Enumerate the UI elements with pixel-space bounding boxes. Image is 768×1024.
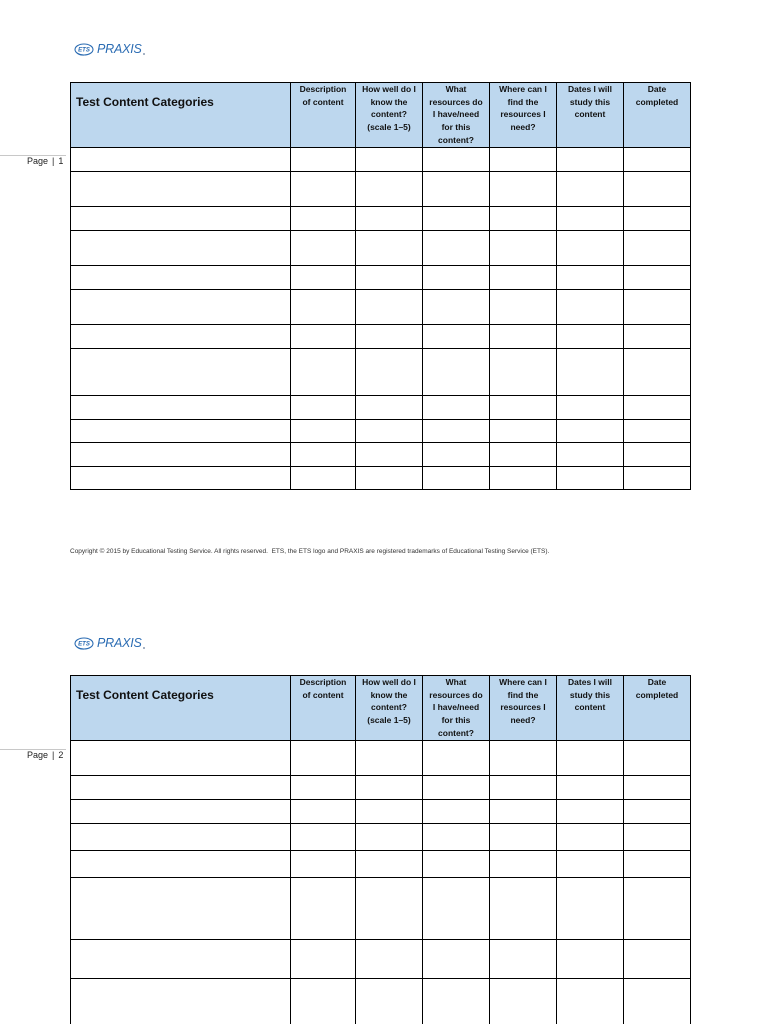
table-row: [71, 324, 691, 348]
cell-knowledge-rating: [356, 824, 423, 851]
cell-description: [291, 289, 356, 324]
cell-resource-location: [490, 324, 557, 348]
cell-category: [71, 147, 291, 171]
cell-knowledge-rating: [356, 442, 423, 466]
cell-category: [71, 824, 291, 851]
ets-logo-icon: [74, 637, 94, 650]
cell-description: [291, 147, 356, 171]
cell-description: [291, 466, 356, 489]
cell-study-dates: [557, 289, 624, 324]
table-body: [71, 147, 691, 489]
cell-date-completed: [624, 230, 691, 265]
cell-knowledge-rating: [356, 419, 423, 442]
cell-knowledge-rating: [356, 206, 423, 230]
header-resource-location: Where can I find the resources I need?: [490, 83, 557, 148]
cell-resource-location: [490, 395, 557, 419]
cell-resource-location: [490, 419, 557, 442]
cell-resources: [423, 419, 490, 442]
header-description: Description of content: [291, 83, 356, 148]
cell-date-completed: [624, 466, 691, 489]
cell-date-completed: [624, 324, 691, 348]
praxis-logo: [74, 41, 145, 57]
cell-description: [291, 940, 356, 979]
cell-knowledge-rating: [356, 289, 423, 324]
cell-category: [71, 265, 291, 289]
page-number: Page | 1: [27, 156, 64, 166]
header-knowledge-rating: How well do I know the content? (scale 1–5): [356, 83, 423, 148]
table-row: [71, 147, 691, 171]
table-row: [71, 878, 691, 940]
ets-logo-text: ETS: [78, 641, 90, 648]
header-category: Test Content Categories: [71, 83, 291, 148]
header-category: Test Content Categories: [71, 676, 291, 741]
cell-category: [71, 878, 291, 940]
cell-resource-location: [490, 442, 557, 466]
cell-date-completed: [624, 979, 691, 1024]
cell-description: [291, 851, 356, 878]
study-plan-table: [70, 675, 691, 1024]
cell-knowledge-rating: [356, 466, 423, 489]
cell-resource-location: [490, 147, 557, 171]
cell-knowledge-rating: [356, 147, 423, 171]
praxis-wordmark: PRAXIS: [97, 42, 142, 56]
cell-study-dates: [557, 940, 624, 979]
cell-description: [291, 171, 356, 206]
table-header-row: [71, 83, 691, 148]
cell-date-completed: [624, 348, 691, 395]
cell-description: [291, 348, 356, 395]
cell-category: [71, 171, 291, 206]
cell-resource-location: [490, 741, 557, 776]
cell-study-dates: [557, 265, 624, 289]
table-row: [71, 171, 691, 206]
header-study-dates: Dates I will study this content: [557, 676, 624, 741]
table-row: [71, 265, 691, 289]
cell-resource-location: [490, 851, 557, 878]
table-header: [71, 676, 691, 741]
cell-date-completed: [624, 824, 691, 851]
cell-description: [291, 878, 356, 940]
table-header-row: [71, 676, 691, 741]
cell-resources: [423, 147, 490, 171]
table-row: [71, 800, 691, 824]
cell-study-dates: [557, 324, 624, 348]
study-plan-table: [70, 82, 691, 490]
cell-study-dates: [557, 979, 624, 1024]
table-row: [71, 741, 691, 776]
cell-category: [71, 466, 291, 489]
cell-description: [291, 419, 356, 442]
cell-resource-location: [490, 824, 557, 851]
cell-description: [291, 776, 356, 800]
cell-date-completed: [624, 851, 691, 878]
header-description: Description of content: [291, 676, 356, 741]
cell-resource-location: [490, 171, 557, 206]
table-row: [71, 206, 691, 230]
cell-resources: [423, 171, 490, 206]
cell-description: [291, 979, 356, 1024]
cell-study-dates: [557, 348, 624, 395]
table-row: [71, 395, 691, 419]
cell-resource-location: [490, 348, 557, 395]
cell-knowledge-rating: [356, 265, 423, 289]
cell-study-dates: [557, 776, 624, 800]
cell-resources: [423, 824, 490, 851]
cell-study-dates: [557, 851, 624, 878]
table-row: [71, 466, 691, 489]
cell-resources: [423, 324, 490, 348]
cell-resources: [423, 979, 490, 1024]
cell-study-dates: [557, 442, 624, 466]
cell-date-completed: [624, 442, 691, 466]
cell-date-completed: [624, 171, 691, 206]
cell-knowledge-rating: [356, 800, 423, 824]
cell-study-dates: [557, 824, 624, 851]
cell-date-completed: [624, 800, 691, 824]
cell-resources: [423, 395, 490, 419]
cell-resource-location: [490, 940, 557, 979]
cell-resources: [423, 289, 490, 324]
cell-category: [71, 741, 291, 776]
cell-date-completed: [624, 206, 691, 230]
cell-resource-location: [490, 230, 557, 265]
cell-date-completed: [624, 265, 691, 289]
cell-resources: [423, 466, 490, 489]
cell-knowledge-rating: [356, 878, 423, 940]
header-resource-location: Where can I find the resources I need?: [490, 676, 557, 741]
cell-knowledge-rating: [356, 395, 423, 419]
table-row: [71, 348, 691, 395]
cell-description: [291, 265, 356, 289]
registered-mark: [143, 53, 145, 55]
copyright-notice: Copyright © 2015 by Educational Testing Service. All rights reserved. ETS, the ETS logo and PRAXIS are registered trademarks of Educational Testing Service (ETS).: [70, 548, 550, 555]
cell-description: [291, 230, 356, 265]
cell-category: [71, 940, 291, 979]
header-resources: What resources do I have/need for this content?: [423, 676, 490, 741]
cell-resources: [423, 940, 490, 979]
header-study-dates: Dates I will study this content: [557, 83, 624, 148]
cell-description: [291, 324, 356, 348]
document-page-2: [0, 594, 768, 1024]
cell-knowledge-rating: [356, 776, 423, 800]
table-row: [71, 851, 691, 878]
header-date-completed: Date completed: [624, 676, 691, 741]
cell-category: [71, 348, 291, 395]
cell-category: [71, 419, 291, 442]
cell-description: [291, 395, 356, 419]
registered-mark: [143, 647, 145, 649]
cell-category: [71, 776, 291, 800]
table-row: [71, 940, 691, 979]
cell-description: [291, 800, 356, 824]
cell-resource-location: [490, 776, 557, 800]
header-resources: What resources do I have/need for this content?: [423, 83, 490, 148]
cell-resources: [423, 800, 490, 824]
cell-resources: [423, 776, 490, 800]
cell-resource-location: [490, 878, 557, 940]
cell-resources: [423, 851, 490, 878]
cell-description: [291, 442, 356, 466]
cell-category: [71, 979, 291, 1024]
cell-resources: [423, 206, 490, 230]
cell-description: [291, 206, 356, 230]
cell-knowledge-rating: [356, 741, 423, 776]
praxis-wordmark: PRAXIS: [97, 636, 142, 650]
ets-logo-text: ETS: [78, 47, 90, 54]
cell-resource-location: [490, 206, 557, 230]
cell-knowledge-rating: [356, 348, 423, 395]
cell-date-completed: [624, 419, 691, 442]
table-row: [71, 442, 691, 466]
cell-knowledge-rating: [356, 940, 423, 979]
cell-knowledge-rating: [356, 979, 423, 1024]
cell-resources: [423, 230, 490, 265]
cell-resources: [423, 741, 490, 776]
cell-study-dates: [557, 171, 624, 206]
cell-resources: [423, 442, 490, 466]
cell-study-dates: [557, 419, 624, 442]
table-row: [71, 289, 691, 324]
cell-resources: [423, 265, 490, 289]
cell-resource-location: [490, 265, 557, 289]
cell-study-dates: [557, 466, 624, 489]
table-row: [71, 230, 691, 265]
cell-date-completed: [624, 776, 691, 800]
cell-study-dates: [557, 147, 624, 171]
cell-date-completed: [624, 878, 691, 940]
cell-date-completed: [624, 289, 691, 324]
cell-study-dates: [557, 230, 624, 265]
header-knowledge-rating: How well do I know the content? (scale 1–5): [356, 676, 423, 741]
cell-category: [71, 442, 291, 466]
table-row: [71, 979, 691, 1024]
cell-resource-location: [490, 289, 557, 324]
page-number: Page | 2: [27, 750, 64, 760]
cell-category: [71, 800, 291, 824]
praxis-logo: [74, 635, 145, 651]
cell-study-dates: [557, 878, 624, 940]
cell-resource-location: [490, 800, 557, 824]
cell-description: [291, 824, 356, 851]
table-row: [71, 776, 691, 800]
table-body: [71, 741, 691, 1024]
cell-date-completed: [624, 940, 691, 979]
cell-knowledge-rating: [356, 324, 423, 348]
cell-category: [71, 230, 291, 265]
cell-knowledge-rating: [356, 171, 423, 206]
cell-resource-location: [490, 466, 557, 489]
cell-category: [71, 395, 291, 419]
header-date-completed: Date completed: [624, 83, 691, 148]
cell-resources: [423, 348, 490, 395]
cell-category: [71, 851, 291, 878]
cell-study-dates: [557, 741, 624, 776]
cell-category: [71, 206, 291, 230]
cell-resource-location: [490, 979, 557, 1024]
cell-category: [71, 324, 291, 348]
cell-study-dates: [557, 800, 624, 824]
cell-resources: [423, 878, 490, 940]
cell-study-dates: [557, 206, 624, 230]
cell-description: [291, 741, 356, 776]
cell-category: [71, 289, 291, 324]
ets-logo-icon: [74, 43, 94, 56]
cell-date-completed: [624, 395, 691, 419]
cell-date-completed: [624, 741, 691, 776]
table-row: [71, 419, 691, 442]
cell-knowledge-rating: [356, 851, 423, 878]
table-row: [71, 824, 691, 851]
table-header: [71, 83, 691, 148]
cell-date-completed: [624, 147, 691, 171]
cell-knowledge-rating: [356, 230, 423, 265]
cell-study-dates: [557, 395, 624, 419]
